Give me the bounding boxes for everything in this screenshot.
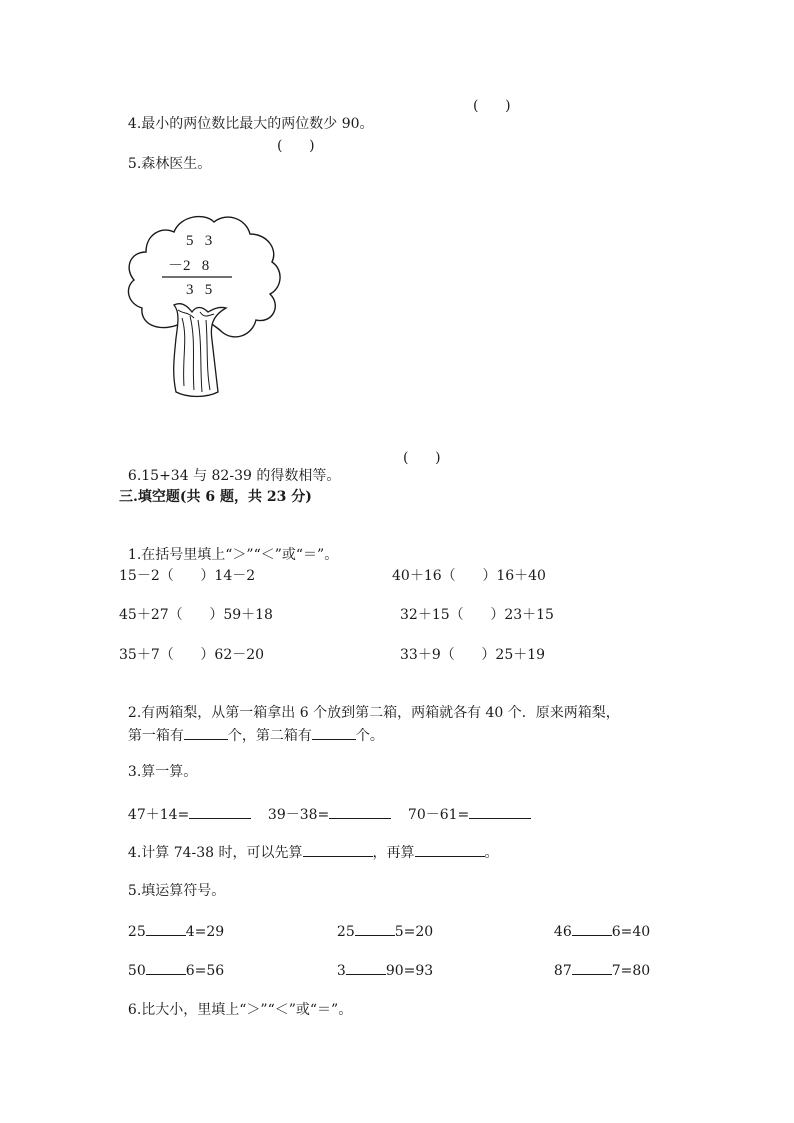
calc-item-3: [399, 786, 531, 824]
judge-q6: [119, 449, 340, 485]
calc-item-1: [119, 786, 251, 824]
q-text: 算一算。: [141, 764, 198, 780]
compare-right-3[interactable]: 33＋9（ ）25＋19: [400, 647, 546, 663]
tree-calc-row1: 5 3: [186, 233, 213, 249]
compare-right-2[interactable]: 32＋15（ ）23＋15: [400, 607, 554, 623]
tree-calc-row3: 3 5: [186, 282, 213, 298]
operand: 50: [127, 963, 146, 979]
operand: 6=40: [611, 924, 651, 940]
q-number: 3.: [127, 764, 142, 780]
operand: 25: [336, 924, 355, 940]
operand: 6=56: [185, 963, 225, 979]
q-text: 15+34 与 82-39 的得数相等。: [141, 468, 341, 484]
answer-paren[interactable]: ( ): [403, 450, 441, 466]
q-text: 在括号里填上“＞”“＜”或“＝”。: [141, 547, 339, 563]
q-number: 6.: [127, 468, 142, 484]
operand: 90=93: [385, 963, 434, 979]
answer-blank[interactable]: [189, 804, 251, 819]
calc-expression: 70－61=: [407, 807, 470, 823]
answer-blank[interactable]: [415, 842, 485, 857]
fill-q6-title: [119, 983, 352, 1019]
tree-calc-row2: －2 8: [168, 258, 210, 274]
q-text: ，再算: [372, 845, 415, 861]
operand: 4=29: [185, 924, 225, 940]
section-heading: 三.填空题(共 6 题，共 23 分): [119, 489, 312, 505]
answer-blank[interactable]: [184, 725, 228, 740]
q-text: 森林医生。: [141, 156, 212, 172]
operator-blank[interactable]: [355, 921, 395, 936]
operand: 3: [336, 963, 346, 979]
answer-paren[interactable]: ( ): [277, 138, 315, 154]
operator-blank[interactable]: [572, 921, 612, 936]
operator-blank[interactable]: [146, 960, 186, 975]
operator-blank[interactable]: [146, 921, 186, 936]
answer-blank[interactable]: [312, 725, 356, 740]
q-number: 2.: [127, 705, 142, 721]
answer-blank[interactable]: [303, 842, 373, 857]
compare-left-1[interactable]: 15－2（ ）14－2: [119, 568, 256, 584]
q-text: 有两箱梨，从第一箱拿出 6 个放到第二箱，两箱就各有 40 个．原来两箱梨，: [141, 705, 620, 721]
answer-paren[interactable]: ( ): [473, 98, 511, 114]
q-text: 最小的两位数比最大的两位数少 90。: [141, 116, 374, 132]
q-number: 4.: [127, 116, 142, 132]
q-number: 6.: [127, 1002, 142, 1018]
operand: 25: [127, 924, 146, 940]
calc-item-2: [259, 786, 391, 824]
operator-item: [545, 942, 650, 980]
operator-blank[interactable]: [346, 960, 386, 975]
calc-expression: 47＋14=: [127, 807, 190, 823]
q-text: 个。: [355, 728, 384, 744]
operator-item: [328, 942, 433, 980]
operand: 46: [553, 924, 572, 940]
answer-blank[interactable]: [329, 804, 391, 819]
operator-item: [328, 903, 433, 941]
q-text: 个，第二箱有: [227, 728, 312, 744]
q-number: 1.: [127, 547, 142, 563]
compare-right-1[interactable]: 40＋16（ ）16＋40: [392, 568, 546, 584]
compare-left-2[interactable]: 45＋27（ ）59＋18: [119, 607, 273, 623]
operator-item: [119, 942, 224, 980]
operator-item: [545, 903, 650, 941]
operator-blank[interactable]: [572, 960, 612, 975]
fill-q2-line2: [119, 707, 384, 745]
fill-q5-title: [119, 864, 225, 900]
judge-q4: [119, 97, 374, 133]
q-text: 第一箱有: [127, 728, 184, 744]
judge-q5: [119, 137, 211, 173]
compare-left-3[interactable]: 35＋7（ ）62－20: [119, 647, 265, 663]
operand: 87: [553, 963, 572, 979]
fill-q1-title: [119, 528, 338, 564]
q-text: 。: [484, 845, 499, 861]
q-text: 计算 74-38 时，可以先算: [141, 845, 303, 861]
operand: 7=80: [611, 963, 651, 979]
q-text: 比大小，里填上“＞”“＜”或“＝”。: [141, 1002, 353, 1018]
operator-item: [119, 903, 224, 941]
q-number: 5.: [127, 883, 142, 899]
fill-q4: [119, 824, 499, 862]
operand: 5=20: [394, 924, 434, 940]
fill-q3-title: [119, 745, 197, 781]
answer-blank[interactable]: [469, 804, 531, 819]
q-text: 填运算符号。: [141, 883, 226, 899]
q-number: 5.: [127, 156, 142, 172]
calc-expression: 39－38=: [267, 807, 330, 823]
q-number: 4.: [127, 845, 142, 861]
